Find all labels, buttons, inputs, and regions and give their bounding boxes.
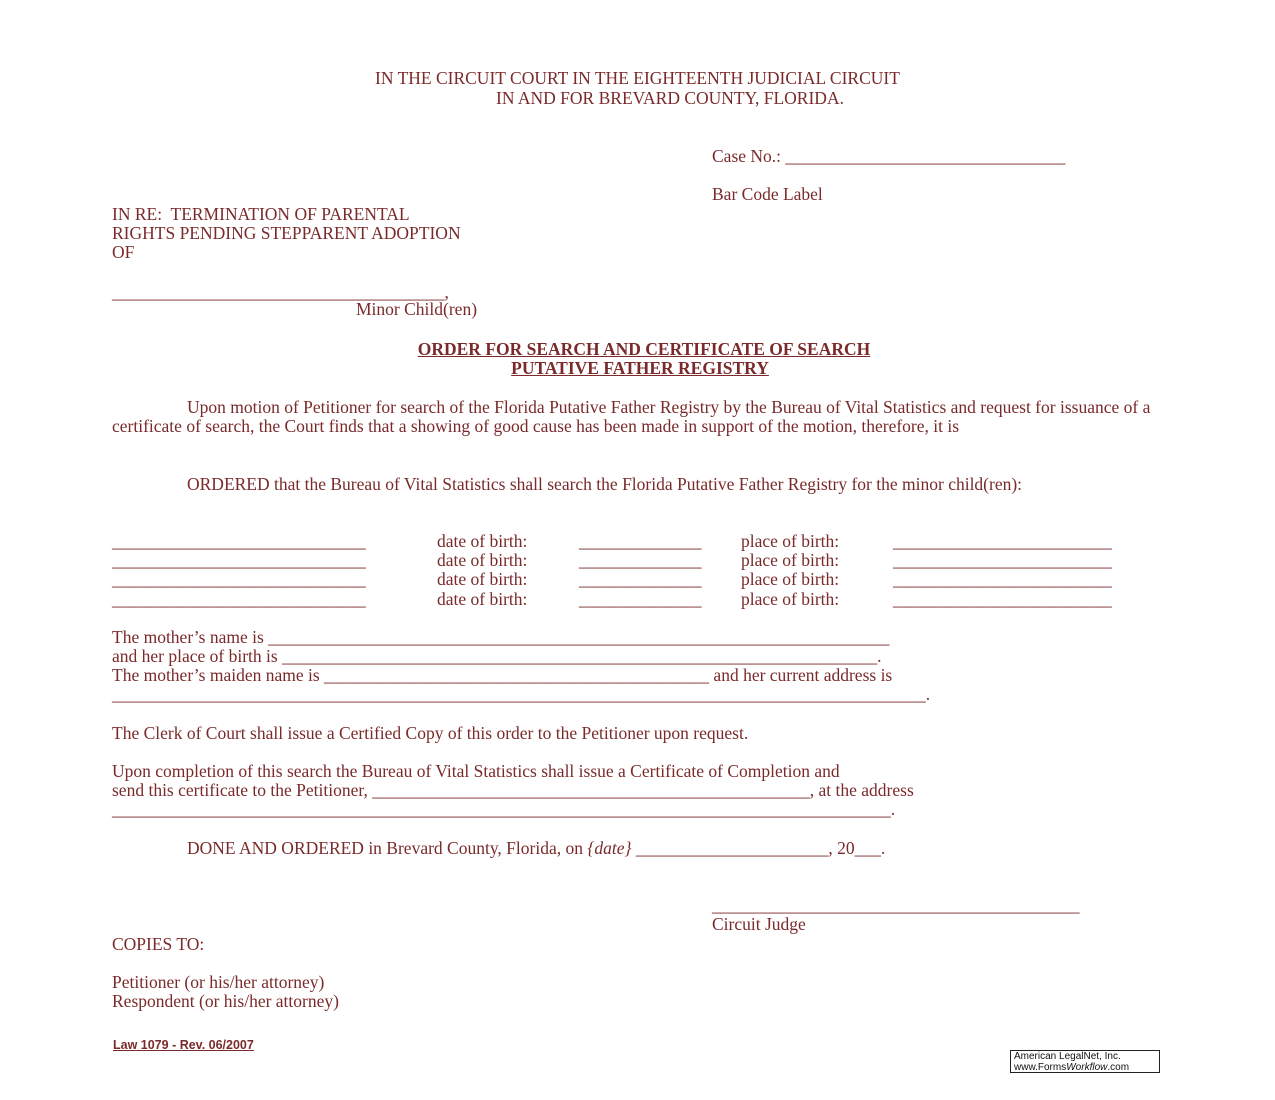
court-header-line1: IN THE CIRCUIT COURT IN THE EIGHTEENTH JUDICIAL CIRCUIT xyxy=(375,68,900,88)
pob-field[interactable]: _________________________ xyxy=(893,531,1112,551)
done-suffix[interactable]: ______________________, 20___. xyxy=(631,838,886,858)
done-prefix: DONE AND ORDERED in Brevard County, Florida, on xyxy=(187,838,588,858)
child-name-field[interactable]: _____________________________ xyxy=(112,589,366,609)
dob-label: date of birth: xyxy=(437,569,528,589)
dob-label: date of birth: xyxy=(437,550,528,570)
dob-label: date of birth: xyxy=(437,589,528,609)
motion-paragraph: Upon motion of Petitioner for search of the Florida Putative Father Registry by the Bureau of Vital Statistics and request for issuance of a certificate of search, the Court finds that a showing of good cause has been made in support of the motion, therefore, it is xyxy=(112,397,1151,436)
caption-line2: RIGHTS PENDING STEPPARENT ADOPTION xyxy=(112,223,461,243)
caption-line3: OF xyxy=(112,242,135,262)
pob-label: place of birth: xyxy=(741,550,840,570)
ordered-paragraph: ORDERED that the Bureau of Vital Statistics shall search the Florida Putative Father Registry for the minor child(ren): xyxy=(187,474,1023,494)
mother-maiden-name-line[interactable]: The mother’s maiden name is ____________________________________________ and her current address is xyxy=(112,665,893,685)
completion-line1: Upon completion of this search the Bureau of Vital Statistics shall issue a Certificate of Completion and xyxy=(112,761,840,781)
court-header-line2: IN AND FOR BREVARD COUNTY, FLORIDA. xyxy=(496,88,844,108)
minor-child-name-field[interactable]: ______________________________________, xyxy=(112,282,449,302)
dob-field[interactable]: ______________ xyxy=(579,569,702,589)
dob-field[interactable]: ______________ xyxy=(579,589,702,609)
clerk-paragraph: The Clerk of Court shall issue a Certified Copy of this order to the Petitioner upon request. xyxy=(112,723,749,743)
child-name-field[interactable]: _____________________________ xyxy=(112,550,366,570)
mother-birthplace-line[interactable]: and her place of birth is ____________________________________________________________________. xyxy=(112,646,882,666)
copies-respondent: Respondent (or his/her attorney) xyxy=(112,991,339,1011)
order-title-line2: PUTATIVE FATHER REGISTRY xyxy=(511,358,769,378)
child-name-field[interactable]: _____________________________ xyxy=(112,531,366,551)
mother-address-line[interactable]: _____________________________________________________________________________________________. xyxy=(112,684,931,704)
form-revision-label: Law 1079 - Rev. 06/2007 xyxy=(113,1038,254,1052)
caption-line1: IN RE: TERMINATION OF PARENTAL xyxy=(112,204,410,224)
pob-label: place of birth: xyxy=(741,531,840,551)
case-number-field[interactable]: Case No.: ________________________________ xyxy=(712,146,1066,166)
dob-field[interactable]: ______________ xyxy=(579,550,702,570)
american-legalnet-logo xyxy=(1010,1050,1160,1073)
logo-company-name: American LegalNet, Inc. xyxy=(1014,1051,1121,1062)
mother-name-line[interactable]: The mother’s name is _______________________________________________________________________ xyxy=(112,627,890,647)
pob-label: place of birth: xyxy=(741,589,840,609)
dob-field[interactable]: ______________ xyxy=(579,531,702,551)
pob-field[interactable]: _________________________ xyxy=(893,569,1112,589)
completion-address-line[interactable]: _________________________________________________________________________________________. xyxy=(112,799,896,819)
copies-to-heading: COPIES TO: xyxy=(112,934,205,954)
pob-label: place of birth: xyxy=(741,569,840,589)
copies-petitioner: Petitioner (or his/her attorney) xyxy=(112,972,325,992)
order-title-line1: ORDER FOR SEARCH AND CERTIFICATE OF SEARCH xyxy=(417,339,871,359)
judge-signature-line[interactable]: __________________________________________ xyxy=(712,895,1080,915)
minor-child-label: Minor Child(ren) xyxy=(356,299,478,319)
pob-field[interactable]: _________________________ xyxy=(893,550,1112,570)
completion-petitioner-line[interactable]: send this certificate to the Petitioner, __________________________________________________, at the address xyxy=(112,780,914,800)
bar-code-label: Bar Code Label xyxy=(712,184,823,204)
pob-field[interactable]: _________________________ xyxy=(893,589,1112,609)
dob-label: date of birth: xyxy=(437,531,528,551)
child-name-field[interactable]: _____________________________ xyxy=(112,569,366,589)
logo-website: www.FormsWorkflow.com xyxy=(1014,1061,1130,1073)
circuit-judge-label: Circuit Judge xyxy=(712,914,806,934)
done-and-ordered-line xyxy=(187,839,885,858)
done-date-placeholder[interactable]: {date} xyxy=(587,838,632,858)
